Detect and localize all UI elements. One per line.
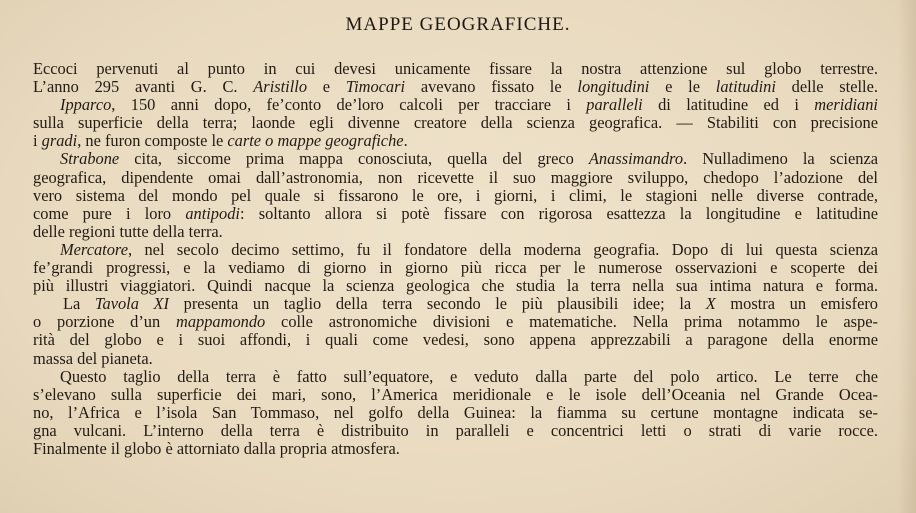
page-title: MAPPE GEOGRAFICHE. bbox=[345, 14, 571, 35]
body-text bbox=[33, 60, 878, 458]
text-line bbox=[33, 223, 878, 241]
text-segment: gna vulcani. L’interno della terra è distribuito in paralleli e concentrici letti o strati di varie rocce. bbox=[33, 420, 878, 440]
text-line bbox=[33, 132, 878, 150]
text-line bbox=[33, 150, 878, 168]
text-segment: o porzione d’un bbox=[33, 312, 176, 332]
text-segment: fe’grandi progressi, e la vediamo di giorno in giorno più ricca per le numerose osservazioni e scoperte dei bbox=[33, 258, 878, 278]
text-line bbox=[33, 96, 878, 114]
text-segment: mostra un emisfero bbox=[715, 294, 879, 314]
text-segment: come pure i loro bbox=[33, 203, 186, 223]
italic-term: Aristillo bbox=[253, 77, 308, 97]
text-segment: colle astronomiche divisioni e matematiche. Nella prima notammo le aspe- bbox=[265, 312, 878, 332]
text-segment: , ne furon composte le bbox=[77, 131, 228, 151]
text-line bbox=[33, 60, 878, 78]
italic-term: paralleli bbox=[586, 95, 643, 115]
text-line bbox=[33, 78, 878, 96]
text-line bbox=[33, 259, 878, 277]
text-line bbox=[33, 386, 878, 404]
text-segment: sulla superficie della terra; laonde egli divenne creatore della scienza geografica. — Stabiliti con precisione bbox=[33, 113, 878, 133]
text-line bbox=[33, 350, 878, 368]
italic-term: X bbox=[705, 294, 716, 314]
italic-term: meridiani bbox=[814, 95, 878, 115]
italic-term: Strabone bbox=[60, 149, 120, 169]
text-segment: s’elevano sulla superficie dei mari, sono, l’America meridionale e le isole dell’Oceania nel Grande Ocea- bbox=[33, 384, 878, 404]
text-segment: i bbox=[33, 131, 42, 151]
text-line bbox=[33, 187, 878, 205]
text-segment: . bbox=[403, 131, 408, 151]
text-line bbox=[33, 331, 878, 349]
italic-term: Tavola XI bbox=[94, 294, 170, 314]
text-line bbox=[33, 313, 878, 331]
text-segment: più illustri viaggiatori. Quindi nacque la scienza geologica che studia la terra nella sua intima natura e forma. bbox=[33, 276, 878, 296]
text-line bbox=[33, 295, 878, 313]
text-segment: , 150 anni dopo, fe’conto de’loro calcoli per tracciare i bbox=[111, 95, 587, 115]
text-line bbox=[33, 368, 878, 386]
text-segment: no, l’Africa e l’isola San Tommaso, nel golfo della Guinea: la fiamma su certune montagne indicata se- bbox=[33, 402, 878, 422]
italic-term: longitudini bbox=[577, 77, 650, 97]
italic-term: Anassimandro bbox=[588, 149, 684, 169]
text-segment: vero sistema del mondo pel quale si fissarono le ore, i giorni, i climi, le stagioni nelle diverse contrade, bbox=[33, 185, 878, 205]
text-segment: : soltanto allora si potè fissare con rigorosa esattezza la longitudine e latitudine bbox=[239, 203, 878, 223]
text-line bbox=[33, 277, 878, 295]
text-segment: Questo taglio della terra è fatto sull’equatore, e veduto dalla parte del polo artico. Le terre che bbox=[60, 366, 878, 386]
text-segment: geografica, dipendente omai dall’astronomia, non ricevette il suo maggiore sviluppo, chedopo l’adozione del bbox=[33, 167, 878, 187]
text-segment: , nel secolo decimo settimo, fu il fondatore della moderna geografia. Dopo di lui questa scienza bbox=[127, 239, 878, 259]
text-segment: presenta un taglio della terra secondo le più plausibili idee; la bbox=[169, 294, 706, 314]
italic-term: Timocari bbox=[345, 77, 406, 97]
text-segment: massa del pianeta. bbox=[33, 348, 153, 368]
text-segment: Eccoci pervenuti al punto in cui devesi unicamente fissare la nostra attenzione sul globo terrestre. bbox=[33, 59, 878, 78]
italic-term: gradi bbox=[41, 131, 78, 151]
text-segment: delle regioni tutte della terra. bbox=[33, 221, 223, 241]
italic-term: Mercatore bbox=[60, 239, 128, 259]
text-line bbox=[33, 205, 878, 223]
italic-term: antipodi bbox=[185, 203, 240, 223]
text-segment: e bbox=[307, 77, 346, 97]
text-segment: delle stelle. bbox=[775, 77, 878, 97]
text-segment: Finalmente il globo è attorniato dalla propria atmosfera. bbox=[33, 438, 400, 458]
text-segment: L’anno 295 avanti G. C. bbox=[33, 77, 254, 97]
page-edge-shadow bbox=[898, 0, 916, 513]
text-segment: cita, siccome prima mappa conosciuta, quella del greco bbox=[119, 149, 589, 169]
text-line bbox=[33, 440, 878, 458]
italic-term: Ipparco bbox=[60, 95, 112, 115]
text-segment: avevano fissato le bbox=[405, 77, 578, 97]
text-segment: . Nulladimeno la scienza bbox=[683, 149, 878, 169]
text-line bbox=[33, 241, 878, 259]
text-line bbox=[33, 404, 878, 422]
text-line bbox=[33, 114, 878, 132]
italic-term: carte o mappe geografiche bbox=[227, 131, 404, 151]
text-line bbox=[33, 169, 878, 187]
text-segment: e le bbox=[649, 77, 716, 97]
italic-term: latitudini bbox=[715, 77, 776, 97]
text-segment: rità del globo e i suoi affondi, i quali come vedesi, sono appena apprezzabili a paragone della enorme bbox=[33, 330, 878, 350]
text-line bbox=[33, 422, 878, 440]
text-segment: di latitudine ed i bbox=[642, 95, 815, 115]
italic-term: mappamondo bbox=[176, 312, 266, 332]
text-segment: La bbox=[63, 294, 95, 314]
